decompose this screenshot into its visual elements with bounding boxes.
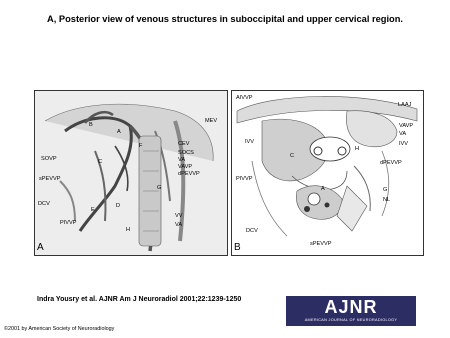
label-c: C (290, 153, 295, 159)
label-c: C (98, 159, 103, 165)
panel-b-drawing (232, 91, 423, 255)
label-socs: SOCS (178, 150, 194, 156)
logo-subtitle: AMERICAN JOURNAL OF NEURORADIOLOGY (304, 318, 398, 322)
label-spevvp: sPEVVP (310, 241, 332, 247)
label-vv: VV (175, 213, 183, 219)
label-dpevvp: dPEVVP (178, 171, 200, 177)
label-pivvp: PIVVP (60, 220, 77, 226)
label-f: F (139, 143, 143, 149)
label-va: VA (399, 131, 407, 137)
label-dpevvp: dPEVVP (380, 160, 402, 166)
label-mev: MEV (205, 118, 218, 124)
figure-title: A, Posterior view of venous structures in suboccipital and upper cervical region. (47, 14, 403, 24)
label-a: A (321, 186, 325, 192)
label-b: B (89, 122, 93, 128)
label-vavp: VAVP (399, 123, 414, 129)
label-va: VA (178, 157, 186, 163)
label-ivv-right: IVV (399, 141, 409, 147)
label-sovp: SOVP (41, 156, 57, 162)
panel-b-letter: B (234, 242, 241, 253)
label-d: D (116, 203, 121, 209)
label-va-lower: VA (175, 222, 183, 228)
label-dcv: DCV (246, 228, 258, 234)
panel-b-illustration (231, 90, 424, 256)
label-h: H (355, 146, 360, 152)
label-h: H (126, 227, 131, 233)
label-aivvp: AIVVP (236, 95, 253, 101)
label-ivv-left: IVV (245, 139, 255, 145)
label-pivvp: PIVVP (236, 176, 253, 182)
label-g: G (383, 187, 388, 193)
ajnr-logo (286, 296, 416, 326)
label-dcv: DCV (38, 201, 50, 207)
label-spevvp: sPEVVP (39, 176, 61, 182)
panel-a-illustration (34, 90, 228, 256)
label-vavp: VAVP (178, 164, 193, 170)
label-g: G (157, 185, 162, 191)
panel-a-letter: A (37, 242, 44, 253)
copyright-notice: ©2001 by American Society of Neuroradiology (4, 326, 115, 332)
citation: Indra Yousry et al. AJNR Am J Neuroradiol 2001;22:1239-1250 (37, 296, 242, 303)
label-laaj: LAAJ (398, 102, 412, 108)
label-nl: NL (383, 197, 391, 203)
label-a: A (117, 129, 121, 135)
logo-wordmark: AJNR (324, 297, 378, 317)
label-cev: CEV (178, 141, 190, 147)
label-e: E (91, 207, 95, 213)
